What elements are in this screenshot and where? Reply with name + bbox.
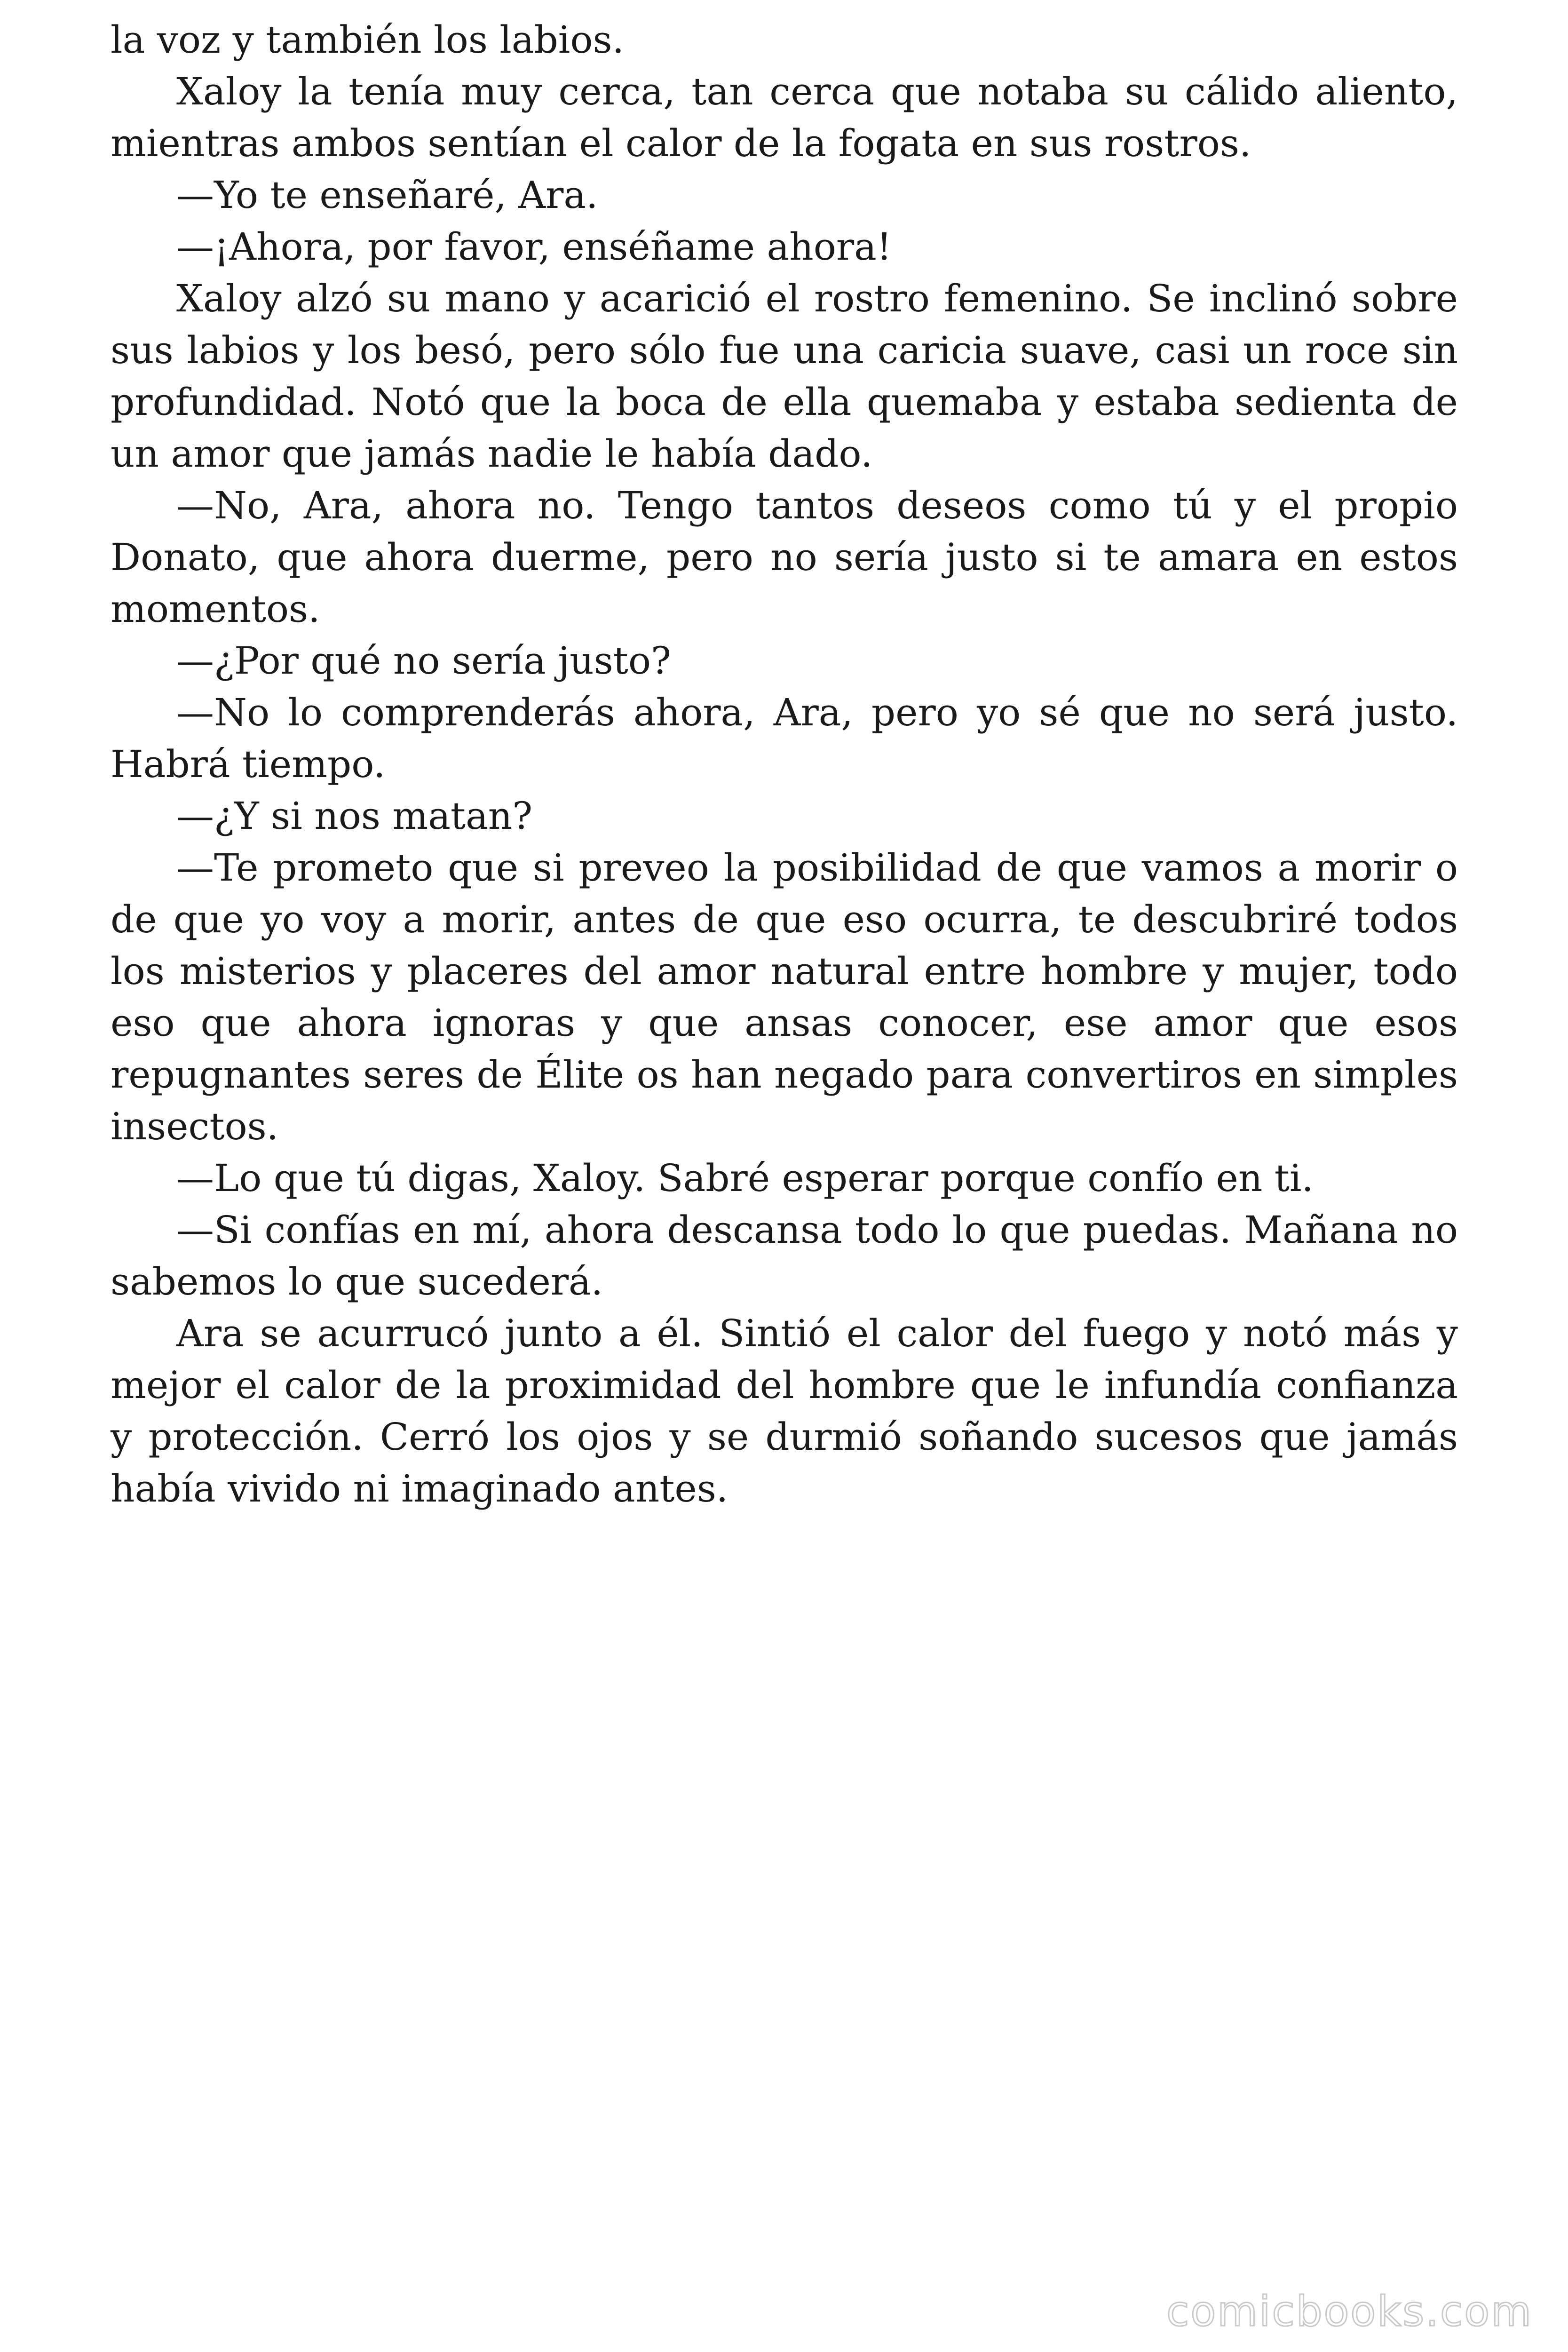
dialogue-line: —Si confías en mí, ahora descansa todo lo que puedas. Mañana no sabemos lo que sucederá. bbox=[111, 1208, 1458, 1303]
dialogue-line: —Lo que tú digas, Xaloy. Sabré esperar porque confío en ti. bbox=[176, 1156, 1314, 1200]
dialogue-line: —No lo comprenderás ahora, Ara, pero yo sé que no será justo. Habrá tiempo. bbox=[111, 691, 1458, 786]
watermark-text: comicbooks.com bbox=[1166, 2287, 1533, 2336]
dialogue-line: —Yo te enseñaré, Ara. bbox=[176, 173, 598, 217]
paragraph-continuation: la voz y también los labios. bbox=[111, 18, 625, 62]
dialogue-line: —¡Ahora, por favor, enséñame ahora! bbox=[176, 225, 892, 269]
dialogue-line: —¿Y si nos matan? bbox=[176, 794, 533, 838]
page-body-text bbox=[111, 14, 1458, 1515]
paragraph: Xaloy alzó su mano y acarició el rostro femenino. Se inclinó sobre sus labios y los besó, pero sólo fue una caricia suave, casi un roce sin profundidad. Notó que la boca de ella quemaba y estaba sedienta de un amor que jamás nadie le había dado. bbox=[111, 277, 1458, 476]
dialogue-line: —¿Por qué no sería justo? bbox=[176, 639, 671, 683]
paragraph: Ara se acurrucó junto a él. Sintió el calor del fuego y notó más y mejor el calor de la proximidad del hombre que le infundía confianza y protección. Cerró los ojos y se durmió soñando sucesos que jamás había vivido ni imaginado antes. bbox=[111, 1311, 1458, 1510]
paragraph: Xaloy la tenía muy cerca, tan cerca que notaba su cálido aliento, mientras ambos sentían el calor de la fogata en sus rostros. bbox=[111, 70, 1458, 165]
dialogue-line: —Te prometo que si preveo la posibilidad de que vamos a morir o de que yo voy a morir, antes de que eso ocurra, te descubriré todos los misterios y placeres del amor natural entre hombre y mujer, todo eso que ahora ignoras y que ansas conocer, ese amor que esos repugnantes seres de Élite os han negado para convertiros en simples insectos. bbox=[111, 846, 1458, 1148]
dialogue-line: —No, Ara, ahora no. Tengo tantos deseos como tú y el propio Donato, que ahora duerme, pero no sería justo si te amara en estos momentos. bbox=[111, 484, 1458, 631]
